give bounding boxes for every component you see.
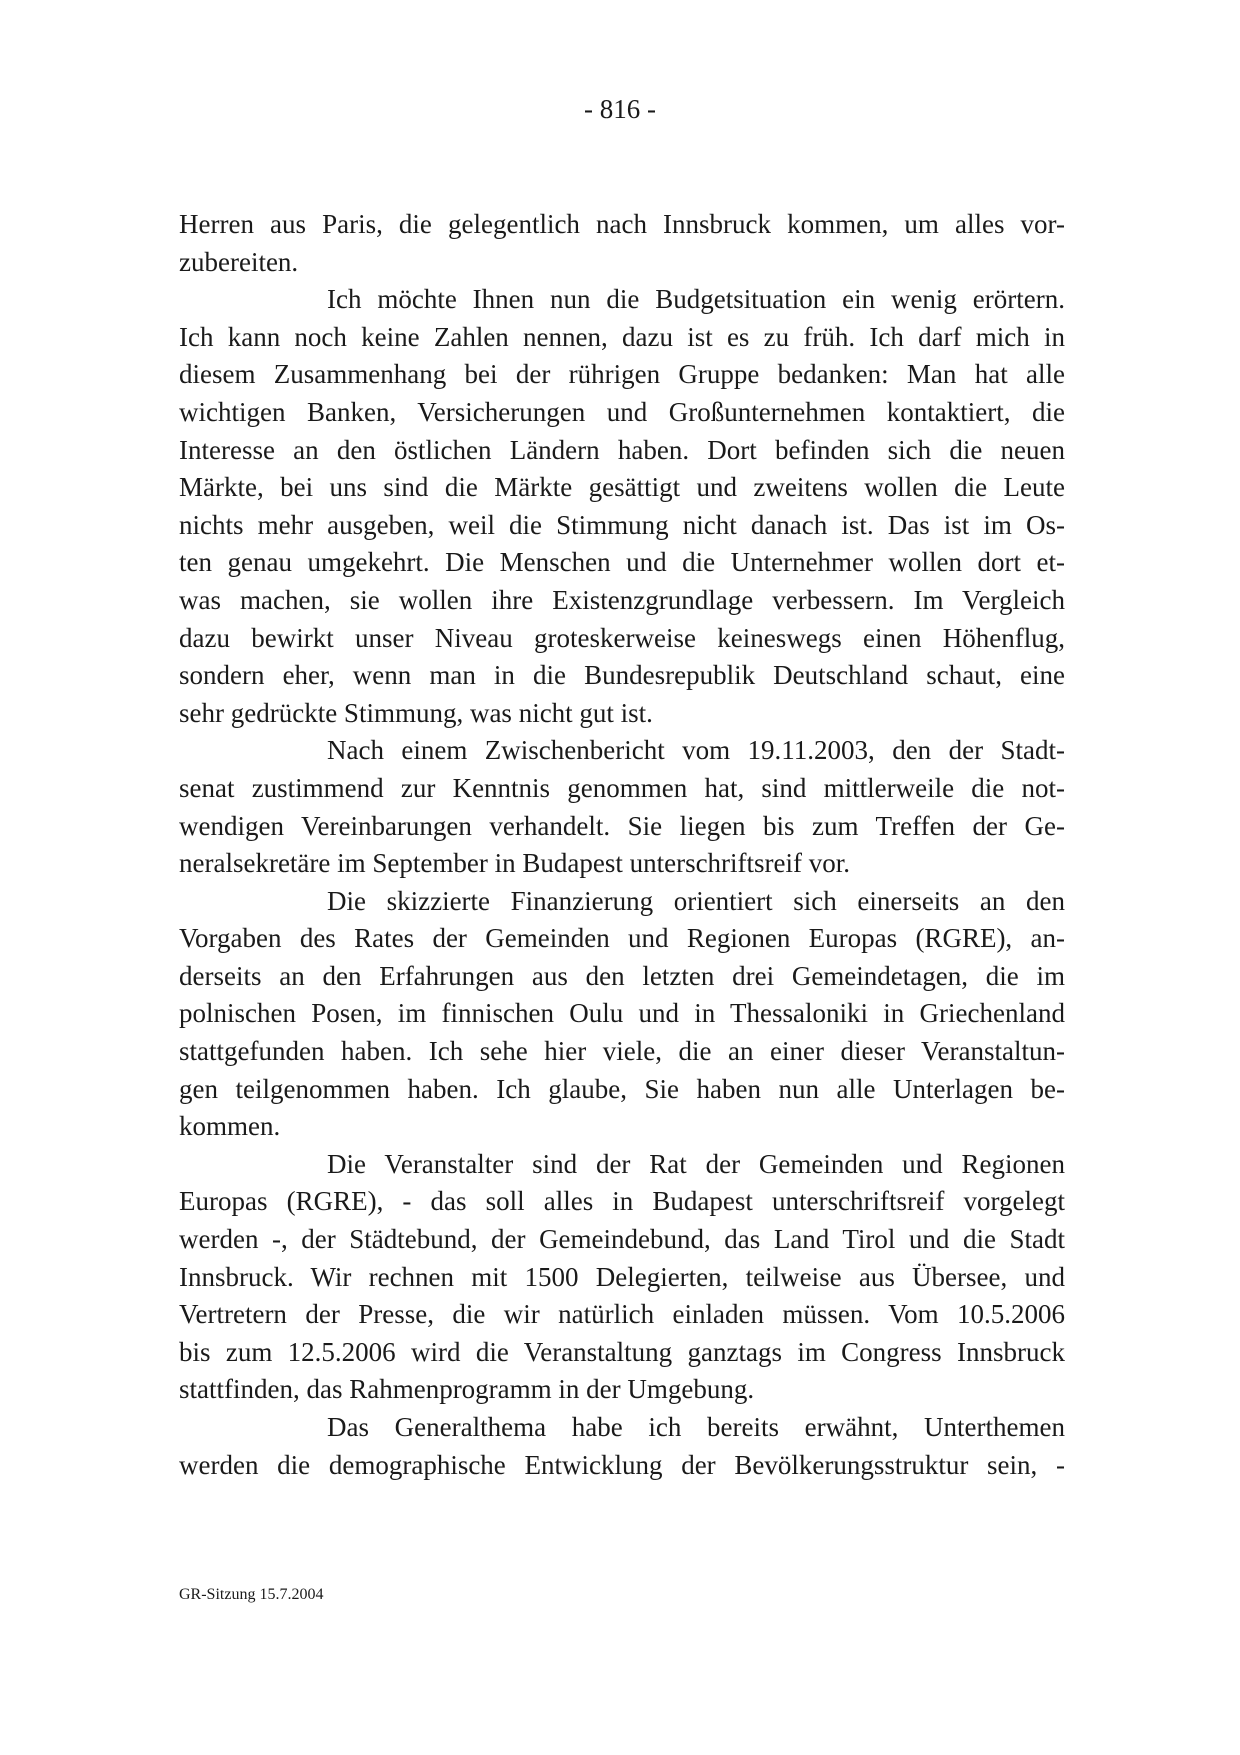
text-line: Europas (RGRE), - das soll alles in Budapest unterschriftsreif vorgelegt <box>179 1186 1065 1217</box>
text-line: Nach einem Zwischenbericht vom 19.11.2003, den der Stadt- <box>327 735 1065 766</box>
text-line: Ich kann noch keine Zahlen nennen, dazu ist es zu früh. Ich darf mich in <box>179 321 1065 352</box>
paragraph <box>179 206 1065 281</box>
text-line: kommen. <box>179 1111 281 1142</box>
text-line: Vertretern der Presse, die wir natürlich einladen müssen. Vom 10.5.2006 <box>179 1299 1065 1330</box>
paragraph <box>179 732 1065 882</box>
text-line: nichts mehr ausgeben, weil die Stimmung nicht danach ist. Das ist im Os- <box>179 509 1065 540</box>
text-line: werden die demographische Entwicklung der Bevölkerungsstruktur sein, - <box>179 1449 1065 1480</box>
text-line: diesem Zusammenhang bei der rührigen Gruppe bedanken: Man hat alle <box>179 359 1065 390</box>
text-line: zubereiten. <box>179 246 299 277</box>
text-line: bis zum 12.5.2006 wird die Veranstaltung ganztags im Congress Innsbruck <box>179 1336 1065 1367</box>
text-line: ten genau umgekehrt. Die Menschen und die Unternehmer wollen dort et- <box>179 547 1065 578</box>
text-line: Vorgaben des Rates der Gemeinden und Regionen Europas (RGRE), an- <box>179 923 1065 954</box>
text-line: wendigen Vereinbarungen verhandelt. Sie liegen bis zum Treffen der Ge- <box>179 810 1065 841</box>
text-line: werden -, der Städtebund, der Gemeindebund, das Land Tirol und die Stadt <box>179 1224 1065 1255</box>
text-line: sondern eher, wenn man in die Bundesrepublik Deutschland schaut, eine <box>179 660 1065 691</box>
text-line: wichtigen Banken, Versicherungen und Großunternehmen kontaktiert, die <box>179 396 1065 427</box>
text-line: Märkte, bei uns sind die Märkte gesättigt und zweitens wollen die Leute <box>179 472 1065 503</box>
text-line: Herren aus Paris, die gelegentlich nach Innsbruck kommen, um alles vor- <box>179 209 1065 239</box>
text-line: sehr gedrückte Stimmung, was nicht gut ist. <box>179 697 653 728</box>
text-line: stattfinden, das Rahmenprogramm in der Umgebung. <box>179 1374 755 1405</box>
text-line: dazu bewirkt unser Niveau groteskerweise keineswegs einen Höhenflug, <box>179 622 1065 653</box>
paragraph <box>179 1409 1065 1484</box>
text-line: Ich möchte Ihnen nun die Budgetsituation ein wenig erörtern. <box>327 284 1065 315</box>
text-line: gen teilgenommen haben. Ich glaube, Sie haben nun alle Unterlagen be- <box>179 1073 1065 1104</box>
text-line: Die skizzierte Finanzierung orientiert sich einerseits an den <box>327 885 1065 916</box>
text-line: Das Generalthema habe ich bereits erwähnt, Unterthemen <box>327 1412 1065 1442</box>
page-number: - 816 - <box>584 94 656 124</box>
text-line: stattgefunden haben. Ich sehe hier viele, die an einer dieser Veranstaltun- <box>179 1036 1065 1067</box>
paragraph <box>179 883 1065 1146</box>
text-line: Innsbruck. Wir rechnen mit 1500 Delegierten, teilweise aus Übersee, und <box>179 1261 1065 1292</box>
text-line: was machen, sie wollen ihre Existenzgrundlage verbessern. Im Vergleich <box>179 584 1065 615</box>
text-line: Die Veranstalter sind der Rat der Gemeinden und Regionen <box>327 1148 1065 1179</box>
text-line: derseits an den Erfahrungen aus den letzten drei Gemeindetagen, die im <box>179 960 1065 991</box>
document-body <box>179 206 1065 1484</box>
paragraph <box>179 281 1065 732</box>
text-line: Interesse an den östlichen Ländern haben. Dort befinden sich die neuen <box>179 434 1065 465</box>
footer-session-date: GR-Sitzung 15.7.2004 <box>179 1586 324 1603</box>
text-line: polnischen Posen, im finnischen Oulu und in Thessaloniki in Griechenland <box>179 998 1065 1029</box>
text-line: neralsekretäre im September in Budapest unterschriftsreif vor. <box>179 848 851 879</box>
text-line: senat zustimmend zur Kenntnis genommen hat, sind mittlerweile die not- <box>179 772 1065 803</box>
paragraph <box>179 1146 1065 1409</box>
